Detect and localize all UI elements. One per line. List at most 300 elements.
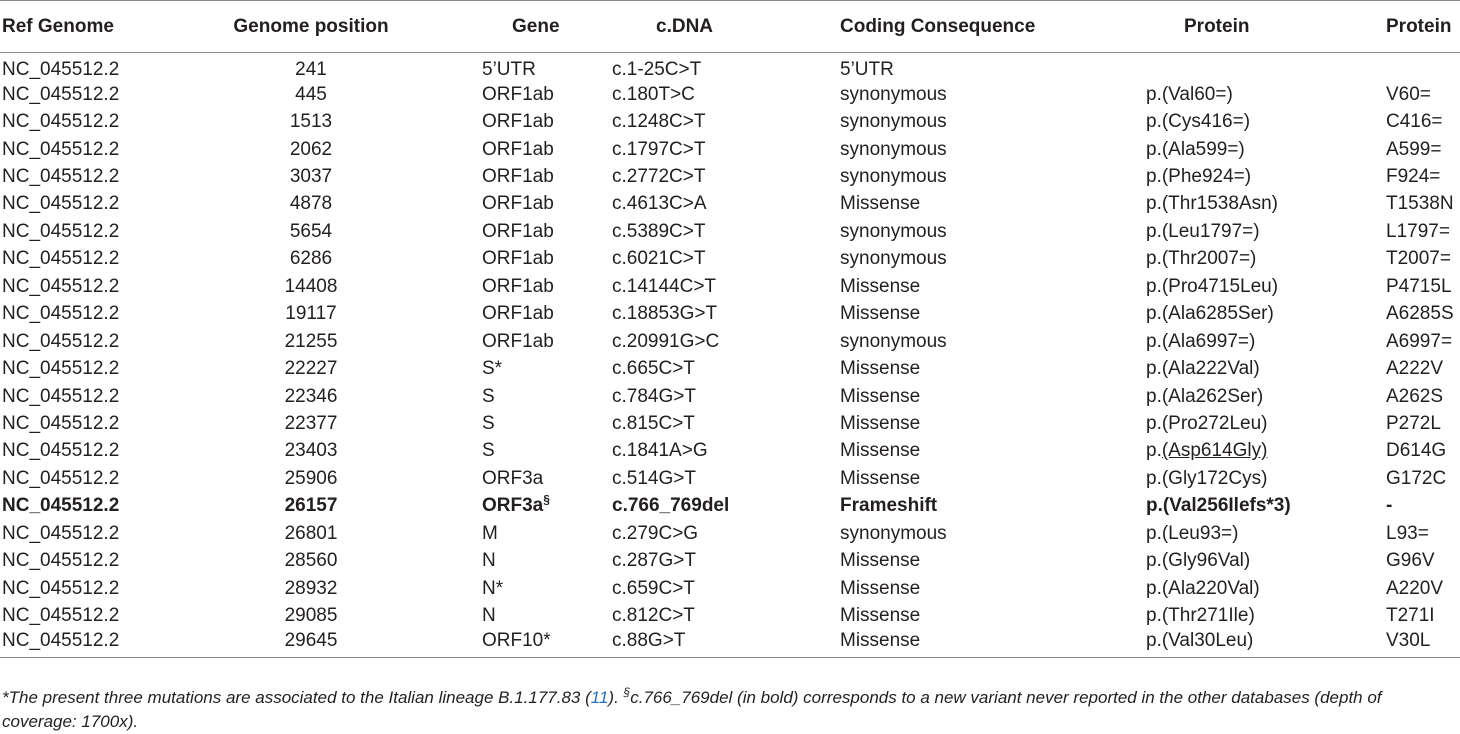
cell-ref-genome-text: NC_045512.2 [2,630,120,652]
cell-gene-text: S* [482,358,503,380]
cell-genome-position [180,108,442,135]
cell-genome-position-text: 14408 [284,275,338,297]
header-gene: Gene [442,1,612,53]
cell-protein-short [1386,465,1460,492]
cell-genome-position-text: 21255 [284,330,338,352]
cell-coding-consequence-text: Missense [840,577,921,599]
cell-genome-position [180,410,442,437]
cell-protein-text: p.(Ala599=) [1146,138,1245,160]
cell-ref-genome-text: NC_045512.2 [2,193,120,215]
footnote-section-mark: § [623,685,631,700]
cell-protein-text: p.(Ala220Val) [1146,577,1260,599]
cell-gene [442,520,612,547]
cell-protein-text [1146,440,1267,461]
cell-ref-genome [0,246,180,273]
cell-gene-text: ORF3a [482,495,544,517]
cell-protein-short [1386,630,1460,657]
cell-cdna-text: c.665C>T [612,358,695,380]
cell-genome-position [180,520,442,547]
cell-coding-consequence-text: Missense [840,605,921,627]
cell-cdna-text: c.88G>T [612,630,686,652]
cell-genome-position [180,630,442,657]
cell-cdna [612,602,840,629]
cell-protein-short-text: A6285S [1386,303,1454,325]
cell-protein-short-text: A6997= [1386,330,1453,352]
header-ref-genome: Ref Genome [0,1,180,53]
cell-genome-position-text: 28932 [284,577,338,599]
cell-cdna-text: c.18853G>T [612,303,718,325]
cell-gene [442,53,612,82]
cell-cdna-text: c.1797C>T [612,138,706,160]
cell-coding-consequence [840,53,1146,82]
cell-genome-position [180,602,442,629]
cell-genome-position-text: 1513 [289,111,333,133]
cell-coding-consequence [840,602,1146,629]
cell-gene [442,191,612,218]
cell-gene [442,355,612,382]
cell-cdna [612,465,840,492]
cell-genome-position [180,301,442,328]
cell-gene [442,438,612,465]
cell-protein [1146,163,1386,190]
cell-cdna-text: c.180T>C [612,83,695,105]
cell-protein-text: p.(Leu93=) [1146,522,1239,544]
cell-protein-short [1386,218,1460,245]
cell-cdna-text: c.1-25C>T [612,59,702,80]
cell-cdna-text: c.6021C>T [612,248,706,270]
cell-ref-genome [0,465,180,492]
table-row [0,246,1460,273]
cell-coding-consequence [840,328,1146,355]
cell-ref-genome-text: NC_045512.2 [2,550,120,572]
header-cdna: c.DNA [612,1,840,53]
cell-genome-position-text: 29645 [284,630,338,652]
cell-coding-consequence-text: 5’UTR [840,59,894,80]
cell-ref-genome [0,410,180,437]
cell-coding-consequence-text: Missense [840,630,921,652]
cell-protein-short-text: A222V [1386,358,1444,380]
cell-ref-genome-text: NC_045512.2 [2,467,120,489]
cell-coding-consequence [840,520,1146,547]
cell-genome-position-text: 3037 [289,166,333,188]
cell-coding-consequence [840,81,1146,108]
cell-ref-genome-text: NC_045512.2 [2,577,120,599]
cell-protein-text: p.(Gly96Val) [1146,550,1251,572]
cell-coding-consequence-text: synonymous [840,248,947,270]
cell-ref-genome [0,218,180,245]
cell-protein-short-text: L93= [1386,522,1429,544]
cell-protein [1146,301,1386,328]
cell-coding-consequence [840,136,1146,163]
cell-coding-consequence [840,273,1146,300]
table-row [0,355,1460,382]
cell-protein [1146,438,1386,465]
cell-genome-position-text: 5654 [289,220,333,242]
cell-gene [442,630,612,657]
cell-cdna [612,438,840,465]
cell-cdna [612,218,840,245]
cell-gene [442,108,612,135]
cell-cdna-text: c.815C>T [612,412,695,434]
cell-genome-position [180,575,442,602]
cell-coding-consequence [840,630,1146,657]
cell-gene [442,465,612,492]
cell-protein [1146,465,1386,492]
cell-genome-position [180,163,442,190]
cell-protein-text: p.(Thr2007=) [1146,248,1257,270]
cell-gene-text: N [482,550,496,572]
cell-protein [1146,547,1386,574]
cell-coding-consequence-text: Missense [840,385,921,407]
cell-cdna-text: c.14144C>T [612,275,717,297]
table-row [0,520,1460,547]
cell-protein-short-text: L1797= [1386,220,1450,242]
cell-ref-genome [0,438,180,465]
cell-ref-genome [0,273,180,300]
cell-gene-text: ORF10* [482,630,551,652]
cell-coding-consequence [840,575,1146,602]
cell-coding-consequence [840,108,1146,135]
cell-cdna-text: c.287G>T [612,550,696,572]
cell-protein-short [1386,410,1460,437]
cell-coding-consequence-text: synonymous [840,220,947,242]
cell-gene [442,273,612,300]
cell-protein-short-text: T271I [1386,605,1435,627]
cell-protein-short-text: V30L [1386,630,1431,652]
cell-gene-text: N* [482,577,504,599]
cell-coding-consequence [840,465,1146,492]
cell-cdna [612,575,840,602]
cell-protein-text: p.(Val60=) [1146,83,1233,105]
cell-coding-consequence-text: synonymous [840,166,947,188]
cell-protein-short-text: T1538N [1386,193,1454,215]
cell-ref-genome-text: NC_045512.2 [2,385,120,407]
cell-protein-short-text: A599= [1386,138,1442,160]
cell-coding-consequence-text: synonymous [840,330,947,352]
cell-protein-short [1386,53,1460,82]
cell-gene-text: ORF1ab [482,111,554,133]
cell-gene-text: 5’UTR [482,59,536,80]
cell-protein-text: p.(Val256Ilefs*3) [1146,495,1291,517]
header-coding-consequence: Coding Consequence [840,1,1146,53]
cell-protein-short [1386,163,1460,190]
cell-gene [442,218,612,245]
cell-genome-position-text: 19117 [285,303,337,325]
cell-cdna [612,493,840,520]
cell-ref-genome-text: NC_045512.2 [2,358,120,380]
cell-cdna [612,191,840,218]
cell-protein-text: p.(Cys416=) [1146,111,1251,133]
cell-genome-position-text: 4878 [289,193,333,215]
cell-protein-text: p.(Phe924=) [1146,166,1252,188]
cell-genome-position-text: 25906 [284,467,338,489]
table-row [0,547,1460,574]
cell-coding-consequence-text: Frameshift [840,495,938,517]
cell-gene-text: N [482,605,496,627]
cell-protein-short [1386,136,1460,163]
cell-protein-short [1386,438,1460,465]
cell-protein-text: p.(Ala262Ser) [1146,385,1264,407]
header-protein: Protein [1146,1,1386,53]
cell-cdna [612,520,840,547]
cell-gene-text: ORF3a [482,467,544,489]
cell-gene [442,163,612,190]
cell-ref-genome [0,493,180,520]
table-header-row [0,1,1460,53]
table-body [0,53,1460,658]
cell-ref-genome [0,81,180,108]
cell-cdna [612,410,840,437]
cell-protein-short [1386,602,1460,629]
cell-protein-short-text: G172C [1386,467,1447,489]
table-row [0,465,1460,492]
cell-protein-short-text: D614G [1386,440,1447,462]
cell-cdna-text: c.5389C>T [612,220,706,242]
cell-gene-text: ORF1ab [482,83,554,105]
cell-ref-genome [0,520,180,547]
cell-protein-short [1386,547,1460,574]
cell-coding-consequence-text: Missense [840,358,921,380]
cell-ref-genome [0,602,180,629]
cell-protein [1146,246,1386,273]
cell-ref-genome-text: NC_045512.2 [2,412,120,434]
cell-cdna-text: c.766_769del [612,495,730,517]
cell-coding-consequence [840,547,1146,574]
cell-gene [442,136,612,163]
cell-cdna-text: c.2772C>T [612,166,706,188]
cell-gene-text: ORF1ab [482,275,554,297]
cell-coding-consequence-text: Missense [840,412,921,434]
cell-genome-position [180,547,442,574]
cell-protein [1146,136,1386,163]
cell-ref-genome-text: NC_045512.2 [2,248,120,270]
cell-gene [442,81,612,108]
table-row [0,575,1460,602]
table-row [0,108,1460,135]
cell-ref-genome-text: NC_045512.2 [2,220,120,242]
cell-coding-consequence [840,301,1146,328]
cell-genome-position [180,191,442,218]
table-row [0,191,1460,218]
cell-protein-short [1386,383,1460,410]
cell-protein [1146,273,1386,300]
cell-coding-consequence-text: synonymous [840,83,947,105]
cell-coding-consequence-text: Missense [840,303,921,325]
cell-genome-position-text: 28560 [284,550,338,572]
cell-protein [1146,81,1386,108]
cell-protein-short [1386,246,1460,273]
cell-cdna [612,246,840,273]
cell-ref-genome [0,575,180,602]
cell-coding-consequence [840,163,1146,190]
cell-gene-text: ORF1ab [482,248,554,270]
cell-protein-short-text: A220V [1386,577,1444,599]
footnote-text-2: ). [608,688,624,707]
cell-cdna-text: c.20991G>C [612,330,720,352]
cell-coding-consequence-text: synonymous [840,522,947,544]
cell-coding-consequence-text: synonymous [840,111,947,133]
cell-ref-genome-text: NC_045512.2 [2,522,120,544]
table-row [0,218,1460,245]
cell-protein [1146,575,1386,602]
cell-genome-position-text: 29085 [284,605,338,627]
cell-protein [1146,53,1386,82]
table-row [0,602,1460,629]
cell-coding-consequence-text: synonymous [840,138,947,160]
cell-protein-text: p.(Pro272Leu) [1146,412,1268,434]
cell-protein-short [1386,520,1460,547]
cell-ref-genome [0,630,180,657]
cell-protein [1146,191,1386,218]
cell-genome-position-text: 241 [295,59,327,80]
cell-ref-genome-text: NC_045512.2 [2,111,120,133]
cell-cdna-text: c.784G>T [612,385,696,407]
cell-coding-consequence-text: Missense [840,275,921,297]
cell-gene [442,328,612,355]
cell-genome-position [180,493,442,520]
cell-genome-position-text: 445 [295,83,327,105]
cell-ref-genome [0,355,180,382]
cell-protein-short-text: G96V [1386,550,1435,572]
table-row [0,493,1460,520]
cell-ref-genome [0,301,180,328]
cell-cdna [612,547,840,574]
cell-coding-consequence-text: Missense [840,193,921,215]
cell-coding-consequence [840,438,1146,465]
cell-protein-short [1386,493,1460,520]
cell-cdna [612,630,840,657]
cell-gene-text: ORF1ab [482,303,554,325]
table-row [0,383,1460,410]
cell-ref-genome [0,191,180,218]
cell-protein-short-text: V60= [1386,83,1431,105]
cell-cdna [612,108,840,135]
cell-cdna [612,53,840,82]
cell-protein-short [1386,328,1460,355]
cell-protein [1146,630,1386,657]
cell-gene-text: S [482,412,495,434]
cell-cdna [612,136,840,163]
cell-cdna [612,163,840,190]
cell-gene-text: ORF1ab [482,166,554,188]
cell-gene-text: ORF1ab [482,330,554,352]
cell-ref-genome-text: NC_045512.2 [2,275,120,297]
cell-gene [442,410,612,437]
cell-cdna [612,355,840,382]
table-row [0,410,1460,437]
cell-ref-genome [0,547,180,574]
cell-gene [442,547,612,574]
cell-genome-position-text: 26801 [284,522,338,544]
cell-ref-genome [0,163,180,190]
table-footnote [2,686,1458,734]
cell-gene [442,575,612,602]
cell-coding-consequence [840,355,1146,382]
cell-protein-short [1386,355,1460,382]
cell-protein [1146,108,1386,135]
cell-protein-text: p.(Thr1538Asn) [1146,193,1279,215]
cell-protein [1146,410,1386,437]
cell-cdna [612,383,840,410]
cell-protein-short-text: P272L [1386,412,1441,434]
header-protein-short: Protein [1386,1,1460,53]
cell-ref-genome-text: NC_045512.2 [2,605,120,627]
cell-coding-consequence-text: Missense [840,440,921,462]
cell-genome-position [180,438,442,465]
cell-genome-position [180,53,442,82]
cell-protein [1146,355,1386,382]
cell-protein-short [1386,108,1460,135]
cell-gene-text: ORF1ab [482,220,554,242]
table-row [0,163,1460,190]
cell-protein-text: p.(Pro4715Leu) [1146,275,1279,297]
cell-genome-position-text: 6286 [289,248,333,270]
cell-protein [1146,328,1386,355]
cell-cdna-text: c.659C>T [612,577,695,599]
table-row [0,328,1460,355]
cell-gene-text: ORF1ab [482,193,554,215]
cell-protein-text: p.(Ala6997=) [1146,330,1256,352]
table-row [0,438,1460,465]
cell-cdna-text: c.1248C>T [612,111,706,133]
cell-protein-short-text: C416= [1386,111,1443,133]
gene-superscript: § [543,492,550,507]
cell-cdna [612,273,840,300]
cell-genome-position-text: 22377 [284,412,338,434]
protein-prefix: p. [1146,440,1162,462]
cell-genome-position [180,81,442,108]
cell-coding-consequence [840,218,1146,245]
cell-cdna [612,328,840,355]
cell-protein-short-text: F924= [1386,166,1441,188]
cell-protein [1146,520,1386,547]
cell-cdna [612,301,840,328]
table-row [0,630,1460,657]
table-row [0,301,1460,328]
cell-gene [442,383,612,410]
cell-coding-consequence [840,493,1146,520]
footnote-text-3: c.766_769del (in bold) corresponds to a new variant never reported in the other databases (depth of coverage: 1700x). [2,688,1382,731]
cell-ref-genome [0,383,180,410]
cell-protein [1146,493,1386,520]
cell-genome-position [180,383,442,410]
header-genome-position: Genome position [180,1,442,53]
cell-gene [442,602,612,629]
cell-coding-consequence [840,191,1146,218]
cell-gene [442,246,612,273]
cell-gene-text: ORF1ab [482,138,554,160]
cell-ref-genome-text: NC_045512.2 [2,495,120,517]
cell-protein-text: p.(Gly172Cys) [1146,467,1268,489]
cell-protein-text: p.(Leu1797=) [1146,220,1260,242]
cell-genome-position [180,218,442,245]
cell-ref-genome-text: NC_045512.2 [2,303,120,325]
cell-ref-genome [0,328,180,355]
cell-protein-short-text: P4715L [1386,275,1452,297]
cell-cdna [612,81,840,108]
cell-protein-short [1386,81,1460,108]
cell-ref-genome [0,108,180,135]
cell-protein-short [1386,191,1460,218]
footnote-reference-link[interactable]: 11 [590,688,609,707]
cell-genome-position [180,355,442,382]
cell-protein-short [1386,301,1460,328]
cell-genome-position-text: 23403 [284,440,338,462]
cell-ref-genome-text: NC_045512.2 [2,83,120,105]
cell-ref-genome [0,136,180,163]
cell-genome-position-text: 22227 [284,358,338,380]
cell-cdna-text: c.1841A>G [612,440,708,462]
